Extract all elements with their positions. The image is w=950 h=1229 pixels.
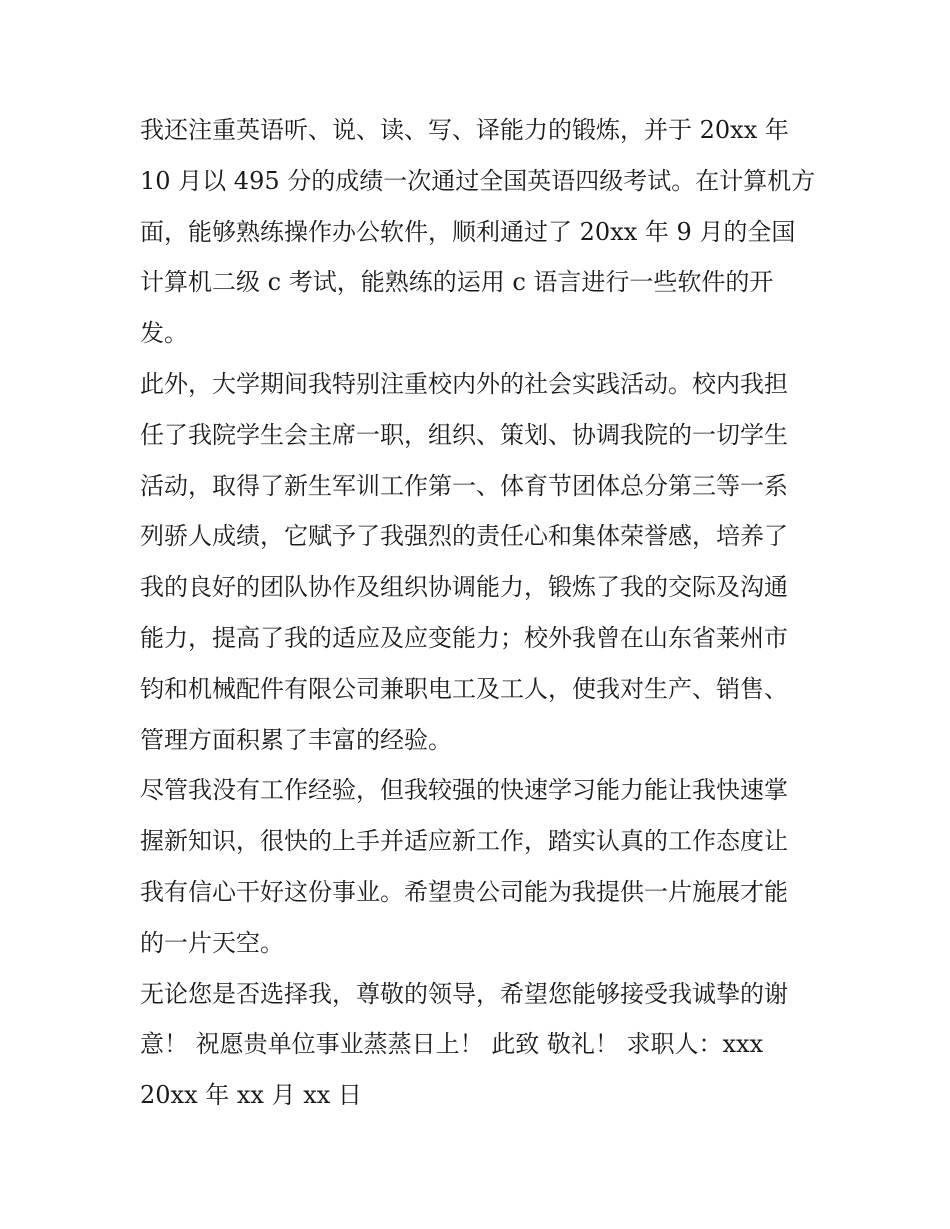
- text-line: 能力，提高了我的适应及应变能力；校外我曾在山东省莱州市: [140, 623, 788, 652]
- text-line: 我有信心干好这份事业。希望贵公司能为我提供一片施展才能: [140, 877, 788, 906]
- text-line: 计算机二级 c 考试，能熟练的运用 c 语言进行一些软件的开: [140, 268, 774, 297]
- signature-date: 20xx 年 xx 月 xx 日: [140, 1081, 362, 1110]
- text-line: 我还注重英语听、说、读、写、译能力的锻炼，并于 20xx 年: [140, 116, 789, 144]
- text-line: 此外，大学期间我特别注重校内外的社会实践活动。校内我担: [140, 369, 788, 398]
- text-line: 握新知识，很快的上手并适应新工作，踏实认真的工作态度让: [140, 827, 788, 856]
- text-line: 无论您是否选择我，尊敬的领导，希望您能够接受我诚挚的谢: [140, 979, 788, 1008]
- paragraph-learning-ability: [140, 765, 812, 968]
- text-line: 钧和机械配件有限公司兼职电工及工人，使我对生产、销售、: [140, 674, 788, 703]
- text-line: 尽管我没有工作经验，但我较强的快速学习能力能让我快速掌: [140, 776, 788, 805]
- text-line: 列骄人成绩，它赋予了我强烈的责任心和集体荣誉感，培养了: [140, 522, 788, 551]
- text-line: 管理方面积累了丰富的经验。: [140, 725, 452, 754]
- text-line: 发。: [140, 319, 188, 348]
- text-line: 任了我院学生会主席一职，组织、策划、协调我院的一切学生: [140, 420, 788, 449]
- paragraph-social-practice: [140, 359, 812, 765]
- text-line: 意！ 祝愿贵单位事业蒸蒸日上！ 此致 敬礼！ 求职人：xxx: [140, 1030, 764, 1059]
- text-line: 活动，取得了新生军训工作第一、体育节团体总分第三等一系: [140, 471, 788, 500]
- document-body: [140, 105, 816, 1121]
- text-line: 我的良好的团队协作及组织协调能力，锻炼了我的交际及沟通: [140, 573, 788, 602]
- paragraph-closing-signature: [140, 969, 812, 1121]
- paragraph-english-computer-skills: [140, 105, 816, 359]
- text-line: 的一片天空。: [140, 928, 284, 957]
- text-line: 10 月以 495 分的成绩一次通过全国英语四级考试。在计算机方: [140, 166, 816, 195]
- text-line: 面，能够熟练操作办公软件，顺利通过了 20xx 年 9 月的全国: [140, 217, 796, 246]
